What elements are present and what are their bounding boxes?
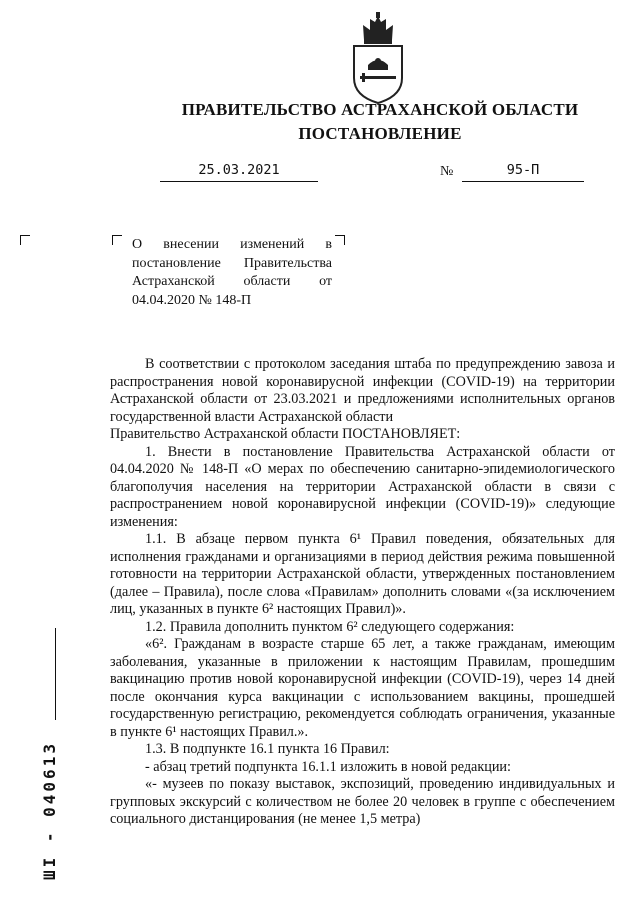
item-1-3-paragraph: 1.3. В подпункте 16.1 пункта 16 Правил: bbox=[145, 741, 390, 757]
resolution-paragraph: Правительство Астраханской области ПОСТАНОВЛЯЕТ: bbox=[110, 426, 461, 442]
margin-corner-mark bbox=[20, 235, 30, 245]
document-body bbox=[110, 356, 615, 829]
item-1-1-paragraph: 1.1. В абзаце первом пункта 6¹ Правил поведения, обязательных для исполнения гражданами и организациями в период действия режима повышенной готовности на территории Астраханской области, утвержденных постановлением (далее – Правила), после слова «Правилам» дополнить словами «(за исключением лиц, указанных в пункте 6² настоящих Правил)». bbox=[110, 531, 615, 617]
issuing-authority-title: ПРАВИТЕЛЬСТВО АСТРАХАНСКОЙ ОБЛАСТИ bbox=[181, 100, 579, 119]
item-16-1-1-paragraph: - абзац третий подпункта 16.1.1 изложить в новой редакции: bbox=[145, 758, 511, 775]
item-1-paragraph: 1. Внести в постановление Правительства Астраханской области от 04.04.2020 № 148-П «О мерах по обеспечению санитарно-эпидемиологического благополучия населения на территории Астраханской области в связи с распространением новой коронавирусной инфекции (COVID-19)» следующие изменения: bbox=[110, 443, 615, 530]
date-underline bbox=[160, 181, 318, 182]
subject-right-corner-mark bbox=[335, 235, 345, 245]
item-1-2-paragraph: 1.2. Правила дополнить пунктом 6² следующего содержания: bbox=[145, 618, 515, 635]
item-6-2-paragraph: «6². Гражданам в возрасте старше 65 лет, а также гражданам, имеющим заболевания, указанные в приложении к настоящим Правилам, прошедшим вакцинацию против новой коронавирусной инфекции (COVID-19), через 14 дней после окончания курса вакцинации с использованием вакцины, прошедшей государственную регистрацию, рекомендуется соблюдать ограничения, указанные в пункте 6¹ настоящих Правил.». bbox=[110, 636, 615, 740]
museums-paragraph: «- музеев по показу выставок, экспозиций, проведению индивидуальных и групповых экскурсий с количеством не более 20 человек в группе с обеспечением социального дистанцирования (не менее 1,5 метра) bbox=[110, 776, 615, 827]
number-underline bbox=[462, 181, 584, 182]
document-subject: О внесении изменений в постановление Правительства Астраханской области от 04.04.2020 № 148-П bbox=[132, 237, 332, 308]
coat-of-arms-emblem bbox=[348, 10, 408, 105]
document-type-title: ПОСТАНОВЛЕНИЕ bbox=[298, 124, 462, 143]
number-label: № bbox=[440, 164, 454, 179]
subject-left-corner-mark bbox=[112, 235, 122, 245]
document-number: 95-П bbox=[506, 162, 540, 178]
document-date: 25.03.2021 bbox=[198, 162, 280, 178]
form-serial-number: ШI - 040613 bbox=[40, 741, 59, 880]
preamble-paragraph: В соответствии с протоколом заседания штаба по предупреждению завоза и распространения новой коронавирусной инфекции (COVID-19) на территории Астраханской области от 23.03.2021 и предложениями исполнительных органов государственной власти Астраханской области bbox=[110, 356, 615, 425]
margin-rule bbox=[55, 628, 56, 720]
